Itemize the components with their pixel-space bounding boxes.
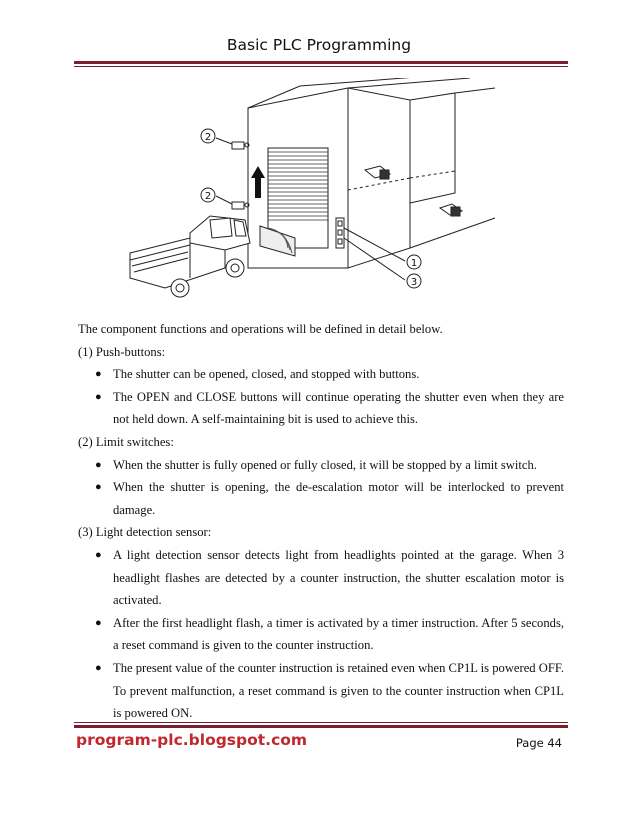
list-item: ● The present value of the counter instruction is retained even when CP1L is powered OFF. To prevent malfunction, a reset command is given to the counter instruction when CP1L is powered ON. (78, 657, 564, 725)
footer-site-link[interactable]: program-plc.blogspot.com (76, 731, 308, 749)
section-heading: (3) Light detection sensor: (78, 525, 212, 540)
bullet-icon: ● (95, 458, 102, 471)
list-item: ● When the shutter is opening, the de-escalation motor will be interlocked to prevent damage. (78, 476, 564, 521)
bullet-icon: ● (95, 616, 102, 629)
bullet-icon: ● (95, 368, 102, 381)
callout-2-bottom: 2 (204, 191, 212, 202)
list-item: ● The OPEN and CLOSE buttons will continue operating the shutter even when they are not held down. A self-maintaining bit is used to achieve this. (78, 386, 564, 431)
bullet-list (78, 544, 564, 725)
callout-2-top: 2 (204, 132, 212, 143)
intro-paragraph: The component functions and operations will be defined in detail below. (78, 322, 443, 336)
list-item: ● After the first headlight flash, a timer is activated by a timer instruction. After 5 seconds, a reset command is given to the counter instruction. (78, 612, 564, 657)
section-heading: (1) Push-buttons: (78, 344, 166, 359)
control-panel (336, 218, 344, 248)
header-rule (74, 61, 568, 64)
bullet-icon: ● (95, 481, 102, 494)
header-rule-thin (74, 66, 568, 67)
page-header-title: Basic PLC Programming (226, 36, 412, 54)
callout-3: 3 (410, 277, 418, 288)
pushbutton-devices (216, 138, 249, 209)
bullet-list (78, 363, 564, 431)
bullet-icon: ● (95, 661, 102, 674)
pickup-truck (130, 216, 250, 297)
list-item: ● The shutter can be opened, closed, and stopped with buttons. (78, 363, 564, 386)
bullet-icon: ● (95, 548, 102, 561)
body-content (78, 318, 564, 725)
footer-rule (74, 725, 568, 728)
footer-rule-thin (74, 722, 568, 723)
page-number: Page 44 (515, 736, 562, 750)
bullet-icon: ● (95, 390, 102, 403)
section-heading: (2) Limit switches: (78, 434, 174, 449)
garage-shutter-illustration (110, 78, 530, 308)
list-item: ● A light detection sensor detects light from headlights pointed at the garage. When 3 headlight flashes are detected by a counter instruction, the shutter escalation motor is activated. (78, 544, 564, 612)
bullet-list (78, 454, 564, 522)
callout-1: 1 (410, 258, 418, 269)
list-item: ● When the shutter is fully opened or fully closed, it will be stopped by a limit switch. (78, 454, 564, 477)
